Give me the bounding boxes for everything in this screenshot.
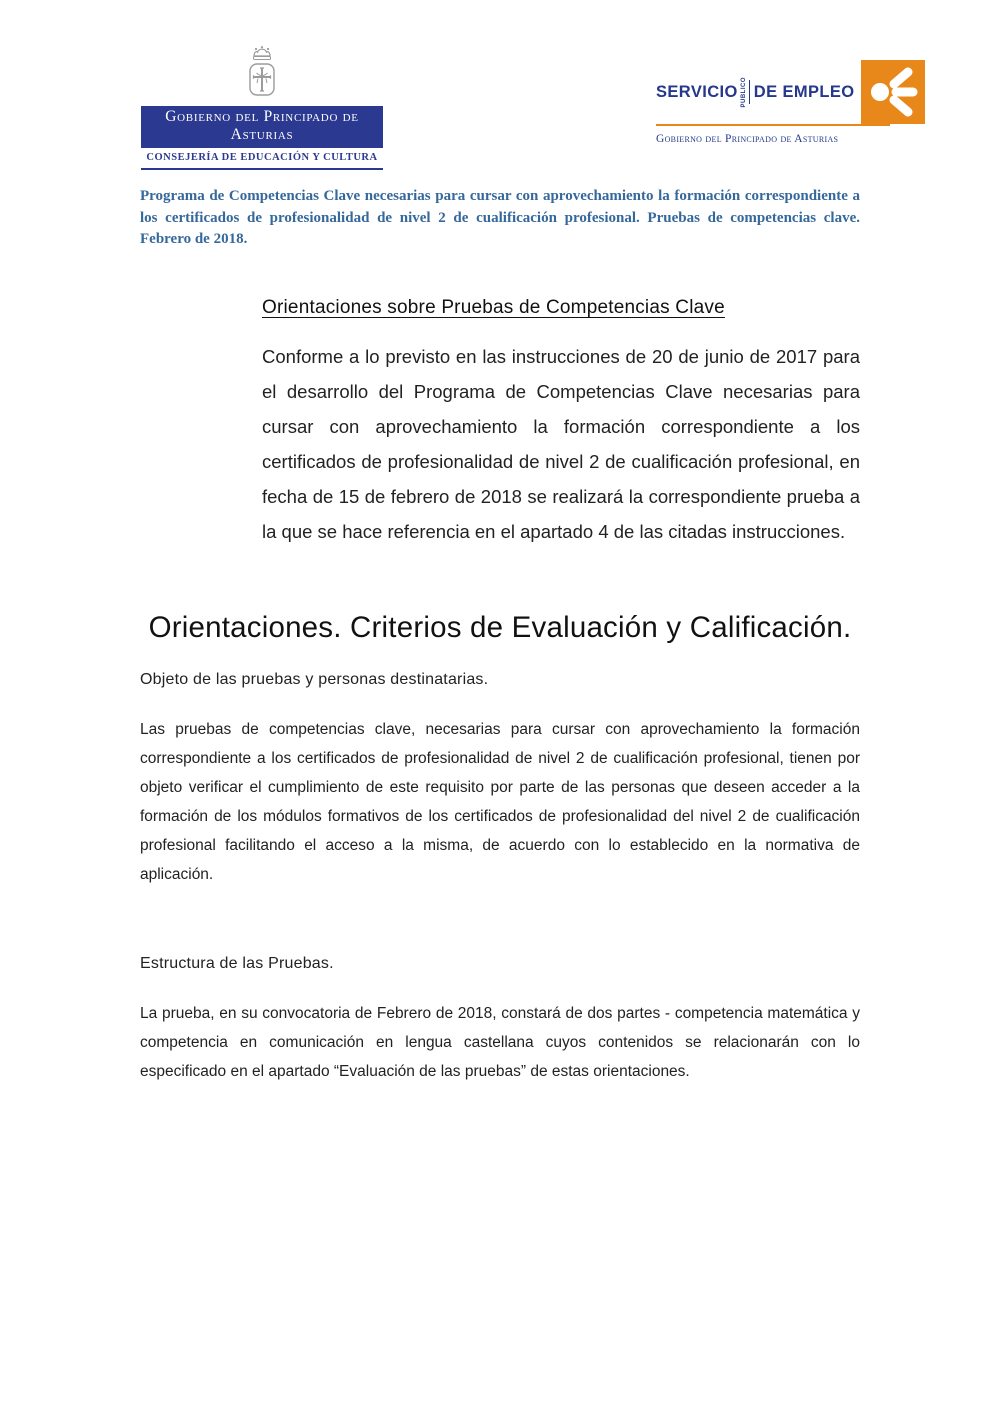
- main-title: Orientaciones. Criterios de Evaluación y Calificación.: [148, 610, 852, 644]
- consejeria-subtitle: CONSEJERÍA DE EDUCACIÓN Y CULTURA: [141, 148, 383, 170]
- government-logo: [141, 44, 383, 170]
- page-header: [0, 0, 1000, 162]
- publico-vertical-text: PÚBLICO: [740, 76, 747, 108]
- section-paragraph-objeto: Las pruebas de competencias clave, necesarias para cursar con aprovechamiento la formación correspondiente a los certificados de profesionalidad de nivel 2 de cualificación profesional, tienen por objeto verificar el cumplimiento de este requisito por parte de las personas que deseen acceder a la formación de los módulos formativos de los certificados de profesionalidad del nivel 2 de cualificación profesional facilitando el acceso a la misma, de acuerdo con lo establecido en la normativa de aplicación.: [140, 720, 860, 883]
- section-paragraph-estructura: La prueba, en su convocatoria de Febrero de 2018, constará de dos partes - competencia matemática y competencia en comunicación en lengua castellana cuyos contenidos se relacionarán con lo especificado en el apartado “Evaluación de las pruebas” de estas orientaciones.: [140, 1004, 860, 1080]
- employment-logo-caption: Gobierno del Principado de Asturias: [656, 133, 839, 145]
- section-heading-objeto: Objeto de las pruebas y personas destinatarias.: [140, 670, 489, 688]
- orientation-heading: Orientaciones sobre Pruebas de Competencias Clave: [262, 296, 725, 318]
- employment-logo-title: [656, 77, 855, 108]
- servicio-text: SERVICIO: [656, 82, 738, 101]
- employment-service-icon: [861, 60, 925, 124]
- asturias-emblem-icon: [141, 44, 383, 106]
- government-logo-title: Gobierno del Principado de Asturias: [141, 106, 383, 148]
- program-intro-paragraph: Programa de Competencias Clave necesarias para cursar con aprovechamiento la formación correspondiente a los certificados de profesionalidad de nivel 2 de cualificación profesional. Pruebas de competencias clave. Febrero de 2018.: [140, 188, 860, 247]
- document-content: [0, 186, 1000, 1086]
- orientation-paragraph: Conforme a lo previsto en las instrucciones de 20 de junio de 2017 para el desarrollo del Programa de Competencias Clave necesarias para cursar con aprovechamiento la formación correspondiente a los certificados de profesionalidad de nivel 2 de cualificación profesional, en fecha de 15 de febrero de 2018 se realizará la correspondiente prueba a la que se hace referencia en el apartado 4 de las citadas instrucciones.: [262, 345, 860, 542]
- de-empleo-text: DE EMPLEO: [753, 82, 855, 101]
- employment-service-logo: [656, 60, 890, 145]
- section-heading-estructura: Estructura de las Pruebas.: [140, 954, 334, 972]
- orientation-note-block: [262, 297, 860, 549]
- employment-logo-top: [656, 60, 890, 124]
- logo-divider: [749, 80, 750, 104]
- orange-rule: [656, 124, 890, 126]
